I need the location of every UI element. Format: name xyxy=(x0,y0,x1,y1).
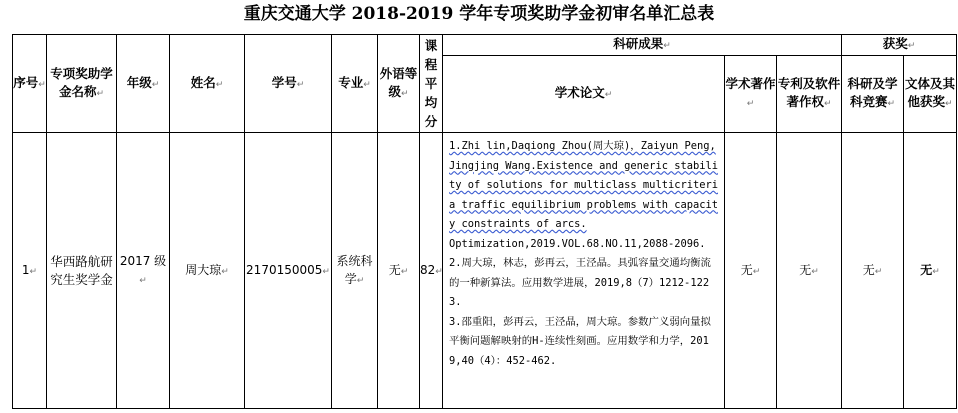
cell-award-name: 华西路航研究生奖学金 xyxy=(47,133,117,409)
page-title: 重庆交通大学 2018-2019 学年专项奖助学金初审名单汇总表 xyxy=(243,4,715,24)
cell-patents: 无 ↵ xyxy=(777,133,842,409)
header-research-group: 科研成果 ↵ xyxy=(443,35,842,56)
header-foreign-language: 外语等级 ↵ xyxy=(378,35,420,133)
table-row xyxy=(13,133,957,409)
paper-entry-1-journal: Optimization,2019.VOL.68.NO.11,2088-2096. xyxy=(449,237,706,250)
header-research-competition: 科研及学科竞赛 ↵ xyxy=(842,56,904,133)
summary-table xyxy=(12,34,957,409)
header-seq: 序号 ↵ xyxy=(13,35,47,133)
header-papers: 学术论文 ↵ xyxy=(443,56,725,133)
cell-student-id: 2170150005 ↵ xyxy=(245,133,332,409)
cell-course-average: 82 ↵ xyxy=(420,133,443,409)
header-student-id: 学号 ↵ xyxy=(245,35,332,133)
cell-name: 周大琼 ↵ xyxy=(170,133,245,409)
paper-entry-2: 2.周大琼，林志，彭再云，王泾晶。具弧容量交通均衡流的一种新算法。应用数学进展，2019,8（7）1212-1223. xyxy=(449,257,711,308)
cell-grade: 2017 级 ↵ xyxy=(117,133,170,409)
header-major: 专业 ↵ xyxy=(332,35,378,133)
cell-major: 系统科学 ↵ xyxy=(332,133,378,409)
header-award-name: 专项奖助学金名称 ↵ xyxy=(47,35,117,133)
cell-papers xyxy=(443,133,725,409)
header-awards-group: 获奖 ↵ xyxy=(842,35,957,56)
cell-sports-other: 无 ↵ xyxy=(904,133,957,409)
cell-research-competition: 无 ↵ xyxy=(842,133,904,409)
paper-entry-1: 1.Zhi lin,Daqiong Zhou(周大琼)，Zaiyun Peng,Jingjing Wang.Existence and generic stability of solutions for multiclass multicriteria traffic equilibrium problems with capacity constraints of arcs. xyxy=(449,140,718,230)
header-grade: 年级 ↵ xyxy=(117,35,170,133)
header-name: 姓名 ↵ xyxy=(170,35,245,133)
cell-works: 无 ↵ xyxy=(725,133,777,409)
cell-foreign-language: 无 ↵ xyxy=(378,133,420,409)
header-patents: 专利及软件著作权 ↵ xyxy=(777,56,842,133)
header-sports-other: 文体及其他获奖 ↵ xyxy=(904,56,957,133)
paper-entry-3: 3.邵重阳，彭再云，王泾晶，周大琼。参数广义弱向量拟平衡问题解映射的H-连续性刻画。应用数学和力学，2019,40（4）：452-462. xyxy=(449,315,711,367)
header-course-average: 课程平均分 xyxy=(420,35,443,133)
cell-seq: 1 ↵ xyxy=(13,133,47,409)
header-works: 学术著作 ↵ xyxy=(725,56,777,133)
